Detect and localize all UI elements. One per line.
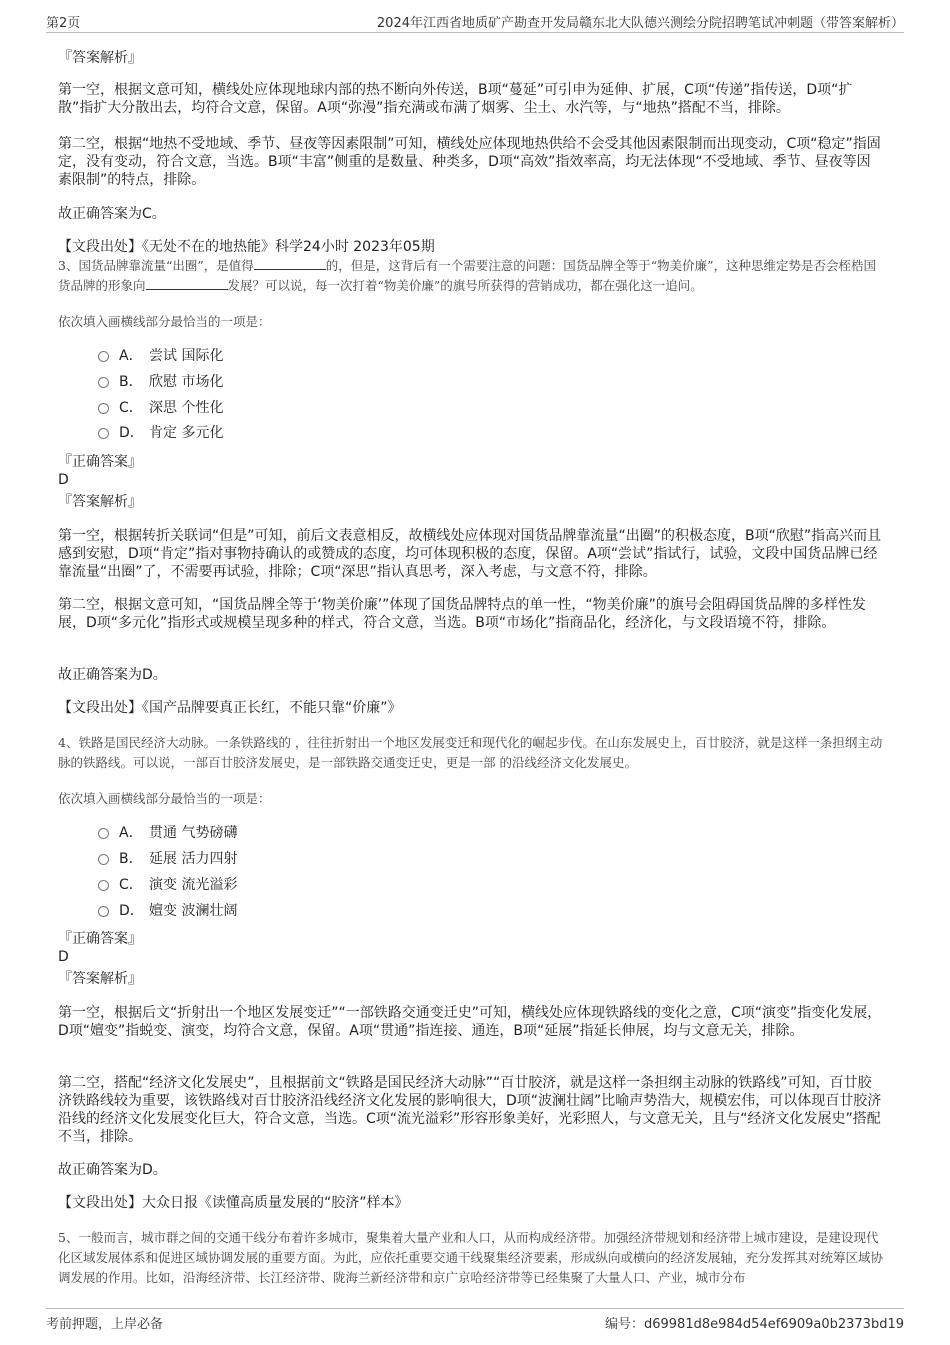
q3-source: 【文段出处】《国产品牌要真正长红，不能只靠“价廉”》: [58, 700, 402, 716]
footer-slogan: 考前押题，上岸必备: [46, 1317, 164, 1332]
q3-text-c: 发展？可以说，每一次打着“物美价廉”的旗号所获得的营销成功，都在强化这一追问。: [227, 278, 703, 293]
q3-blank-1: [254, 257, 326, 270]
q3-option-d[interactable]: D． 肯定 多元化: [98, 424, 223, 442]
q4-instruction: 依次填入画横线部分最恰当的一项是：: [58, 791, 271, 806]
q5-question: 5、一般而言，城市群之间的交通干线分布着许多城市，聚集着大量产业和人口，从而构成经济带。加强经济带规划和经济带上城市建设，是建设现代化区域发展体系和促进区域协调发展的重要方面。为此，应依托重要交通干线聚集经济要素，形成纵向或横向的经济发展轴，充分发挥其对统筹区域协调发展的作用。比如，沿海经济带、长江经济带、陇海兰新经济带和京广京哈经济带等已经集聚了大量人口、产业，城市分布: [58, 1230, 884, 1285]
q3-text-b: 的，但是，这背后有一个需要注意的问题：国货品牌全等于“物美价廉”，这种思维定势是否会桎梏国货品牌的形象向: [58, 258, 877, 293]
q4-option-a[interactable]: A． 贯通 气势磅礴: [98, 824, 237, 842]
q3-option-b[interactable]: B． 欣慰 市场化: [98, 373, 223, 391]
q3-blank-2: [146, 277, 228, 290]
q3-option-a[interactable]: A． 尝试 国际化: [98, 347, 223, 365]
radio-icon[interactable]: [98, 854, 109, 865]
q2-analysis-label: 『答案解析』: [58, 50, 142, 66]
q3-question: [58, 256, 888, 296]
q4-analysis-para1: 第一空，根据后文“折射出一个地区发展变迁”“一部铁路交通变迁史”可知，横线处应体现铁路线的变化之意，C项“演变”指变化发展，D项“嬗变”指蜕变、演变，均符合文意，保留。A项“贯通”指连接、通连，B项“延展”指延长伸展，均与文意无关，排除。: [58, 1005, 882, 1039]
q4-option-d[interactable]: D． 嬗变 波澜壮阔: [98, 902, 237, 920]
q4-answer-label: 『正确答案』: [58, 931, 142, 947]
q2-conclusion: 故正确答案为C。: [58, 206, 166, 222]
q3-option-c[interactable]: C． 深思 个性化: [98, 399, 223, 417]
q4-conclusion: 故正确答案为D。: [58, 1162, 167, 1178]
footer-divider: [46, 1308, 904, 1309]
page-header: [0, 0, 950, 36]
q2-analysis-para2: 第二空，根据“地热不受地域、季节、昼夜等因素限制”可知，横线处应体现地热供给不会受其他因素限制而出现变动，C项“稳定”指固定，没有变动，符合文意，当选。B项“丰富”侧重的是数量、种类多，D项“高效”指效率高，均无法体现“不受地域、季节、昼夜等因素限制”的特点，排除。: [58, 136, 881, 188]
q4-analysis-para2: 第二空，搭配“经济文化发展史”，且根据前文“铁路是国民经济大动脉”“百廿胶济，就是这样一条担纲主动脉的铁路线”可知，百廿胶济铁路线较为重要，该铁路线对百廿胶济沿线经济文化发展的影响很大，D项“波澜壮阔”比喻声势浩大，规模宏伟，可以体现百廿胶济沿线的经济文化发展变化巨大，符合文意，当选。C项“流光溢彩”形容形象美好，光彩照人，与文意无关，且与“经济文化发展史”搭配不当，排除。: [58, 1075, 882, 1145]
radio-icon[interactable]: [98, 428, 109, 439]
radio-icon[interactable]: [98, 906, 109, 917]
header-divider: [46, 32, 904, 33]
q3-analysis-label: 『答案解析』: [58, 494, 142, 510]
q3-instruction: 依次填入画横线部分最恰当的一项是：: [58, 314, 271, 329]
radio-icon[interactable]: [98, 351, 109, 362]
q3-text-a: 3、国货品牌靠流量“出圈”，是值得: [58, 258, 254, 273]
q4-option-b[interactable]: B． 延展 活力四射: [98, 850, 237, 868]
q3-analysis-para2: 第二空，根据文意可知，“国货品牌全等于‘物美价廉’”体现了国货品牌特点的单一性，“物美价廉”的旗号会阻碍国货品牌的多样性发展，D项“多元化”指形式或规模呈现多种的样式，符合文意，当选。B项“市场化”指商品化，经济化，与文段语境不符，排除。: [58, 597, 866, 631]
q3-answer: D: [58, 472, 69, 488]
q4-question: 4、铁路是国民经济大动脉。一条铁路线的 ，往往折射出一个地区发展变迁和现代化的崛起步伐。在山东发展史上，百廿胶济，就是这样一条担纲主动脉的铁路线。可以说，一部百廿胶济发展史，是一部铁路交通变迁史，更是一部 的沿线经济文化发展史。: [58, 735, 883, 770]
radio-icon[interactable]: [98, 828, 109, 839]
q2-analysis-para1: 第一空，根据文意可知，横线处应体现地球内部的热不断向外传送，B项“蔓延”可引申为延伸、扩展，C项“传递”指传送，D项“扩散”指扩大分散出去，均符合文意，保留。A项“弥漫”指充满或布满了烟雾、尘土、水汽等，与“地热”搭配不当，排除。: [58, 82, 853, 116]
page-number: 第2页: [46, 16, 81, 31]
radio-icon[interactable]: [98, 403, 109, 414]
radio-icon[interactable]: [98, 880, 109, 891]
q4-answer: D: [58, 949, 69, 965]
document-title: 2024年江西省地质矿产勘查开发局赣东北大队德兴测绘分院招聘笔试冲刺题（带答案解析）: [376, 16, 904, 31]
q3-conclusion: 故正确答案为D。: [58, 667, 167, 683]
radio-icon[interactable]: [98, 377, 109, 388]
q3-analysis-para1: 第一空，根据转折关联词“但是”可知，前后文表意相反，故横线处应体现对国货品牌靠流量“出圈”的积极态度，B项“欣慰”指高兴而且感到安慰，D项“肯定”指对事物持确认的或赞成的态度，均可体现积极的态度，保留。A项“尝试”指试行，试验，文段中国货品牌已经靠流量“出圈”了，不需要再试验，排除；C项“深思”指认真思考，深入考虑，与文意不符，排除。: [58, 528, 882, 580]
q4-analysis-label: 『答案解析』: [58, 971, 142, 987]
q3-answer-label: 『正确答案』: [58, 454, 142, 470]
q4-option-c[interactable]: C． 演变 流光溢彩: [98, 876, 237, 894]
q4-source: 【文段出处】大众日报《读懂高质量发展的“胶济”样本》: [58, 1195, 409, 1211]
footer-doc-id: 编号：d69981d8e984d54ef6909a0b2373bd19: [604, 1317, 904, 1332]
q2-source: 【文段出处】《无处不在的地热能》科学24小时 2023年05期: [58, 239, 435, 255]
